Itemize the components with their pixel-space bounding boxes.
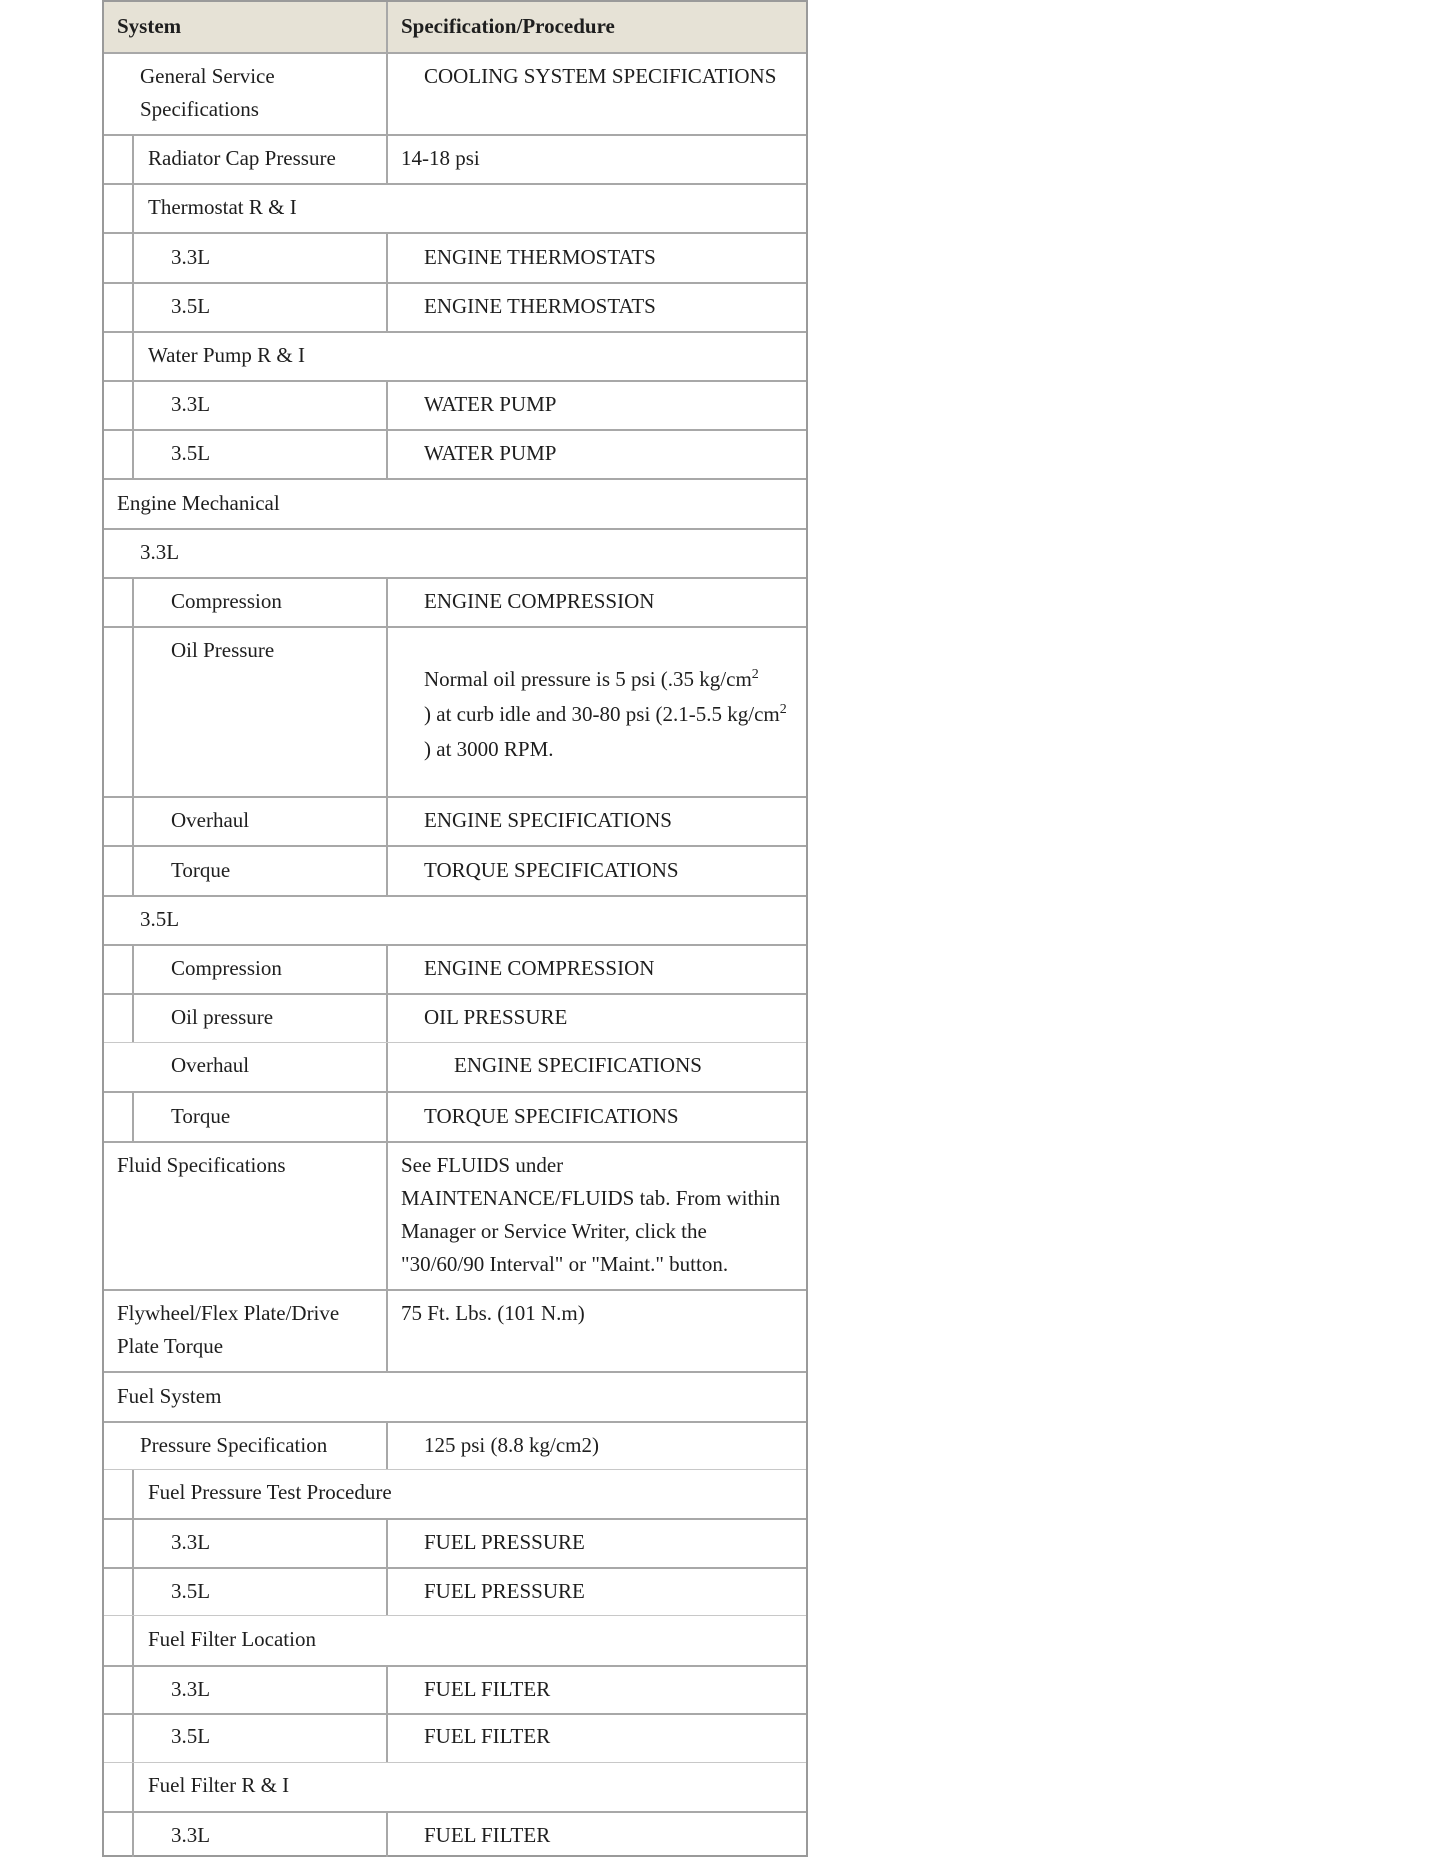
system-cell: Compression — [171, 589, 282, 613]
system-cell: Fluid Specifications — [117, 1153, 286, 1177]
specification-table — [102, 0, 808, 1857]
table-row — [104, 380, 806, 429]
table-row — [104, 1567, 806, 1615]
table-row — [104, 1615, 806, 1665]
system-cell: Overhaul — [171, 808, 250, 832]
table-row — [104, 1141, 806, 1289]
indent-gutter — [104, 284, 134, 331]
indent-gutter — [104, 1616, 134, 1665]
spec-cell — [386, 1143, 806, 1289]
spec-column-header-cell — [386, 2, 806, 52]
spec-text: WATER PUMP — [424, 441, 557, 465]
spec-text: ENGINE THERMOSTATS — [424, 245, 656, 269]
indent-gutter — [104, 136, 134, 183]
spec-cell — [386, 1291, 806, 1371]
spec-cell — [386, 431, 806, 478]
table-row — [104, 626, 806, 796]
spec-cell — [386, 1569, 806, 1615]
system-cell: 3.5L — [171, 441, 211, 465]
system-cell: 3.5L — [140, 907, 180, 931]
system-cell: 3.3L — [171, 392, 211, 416]
spec-text: COOLING SYSTEM SPECIFICATIONS — [424, 64, 777, 88]
spec-text — [424, 662, 787, 767]
indent-gutter — [104, 1093, 134, 1141]
table-row — [104, 845, 806, 895]
table-row — [104, 577, 806, 626]
indent-gutter — [104, 995, 134, 1042]
system-cell: 3.5L — [171, 1724, 211, 1748]
spec-text-line1: Normal oil pressure is 5 psi (.35 kg/cm — [424, 667, 752, 691]
table-header-row — [104, 2, 806, 52]
system-cell: 3.5L — [171, 1579, 211, 1603]
system-cell: 3.3L — [171, 1823, 211, 1847]
table-row — [104, 944, 806, 993]
table-row — [104, 1421, 806, 1469]
spec-text-line2: ) at curb idle and 30-80 psi (2.1-5.5 kg/cm — [424, 702, 780, 726]
spec-text: FUEL PRESSURE — [424, 1579, 585, 1603]
indent-gutter — [104, 1763, 134, 1811]
system-cell: Fuel Filter Location — [148, 1627, 316, 1651]
system-cell: 3.5L — [171, 294, 211, 318]
system-cell: Flywheel/Flex Plate/Drive Plate Torque — [117, 1301, 340, 1358]
system-cell: Oil pressure — [171, 1005, 274, 1029]
table-row — [104, 282, 806, 331]
system-cell: Radiator Cap Pressure — [148, 146, 336, 170]
spec-text: 14-18 psi — [401, 146, 480, 170]
indent-gutter — [104, 333, 134, 380]
spec-cell — [386, 234, 806, 282]
system-cell: Torque — [171, 858, 231, 882]
spec-text: ENGINE COMPRESSION — [424, 956, 655, 980]
table-row — [104, 895, 806, 944]
table-row — [104, 528, 806, 577]
superscript: 2 — [751, 667, 759, 682]
table-row — [104, 1811, 806, 1857]
system-cell: Thermostat R & I — [148, 195, 297, 219]
table-row — [104, 796, 806, 845]
indent-gutter — [104, 847, 134, 895]
indent-gutter — [104, 185, 134, 232]
spec-text-line3: ) at 3000 RPM. — [424, 737, 554, 761]
spec-text: OIL PRESSURE — [424, 1005, 568, 1029]
table-row — [104, 1518, 806, 1567]
table-row — [104, 1042, 806, 1091]
spec-cell — [386, 847, 806, 895]
spec-text: ENGINE SPECIFICATIONS — [454, 1053, 702, 1077]
spec-text: WATER PUMP — [424, 392, 557, 416]
spec-cell — [386, 946, 806, 993]
system-cell: Compression — [171, 956, 282, 980]
spec-text: TORQUE SPECIFICATIONS — [424, 1104, 679, 1128]
system-cell: Pressure Specification — [140, 1433, 328, 1457]
indent-gutter — [104, 1520, 134, 1567]
system-cell: Water Pump R & I — [148, 343, 305, 367]
spec-text: 125 psi (8.8 kg/cm2) — [424, 1433, 599, 1457]
spec-text: FUEL FILTER — [424, 1677, 551, 1701]
spec-cell — [386, 382, 806, 429]
spec-cell — [386, 1423, 806, 1469]
indent-gutter — [104, 382, 134, 429]
spec-cell — [386, 628, 806, 796]
table-row — [104, 1469, 806, 1518]
indent-gutter — [104, 579, 134, 626]
indent-gutter — [104, 1667, 134, 1713]
system-cell: Fuel Pressure Test Procedure — [148, 1480, 392, 1504]
spec-text: ENGINE THERMOSTATS — [424, 294, 656, 318]
indent-gutter — [104, 431, 134, 478]
indent-gutter — [104, 628, 134, 796]
superscript: 2 — [779, 702, 787, 717]
table-row — [104, 1289, 806, 1371]
spec-cell — [386, 136, 806, 183]
spec-cell — [386, 1667, 806, 1713]
table-row — [104, 1091, 806, 1141]
spec-text: TORQUE SPECIFICATIONS — [424, 858, 679, 882]
spec-cell — [386, 995, 806, 1042]
spec-text: 75 Ft. Lbs. (101 N.m) — [401, 1301, 585, 1325]
system-cell: Torque — [171, 1104, 231, 1128]
indent-gutter — [104, 946, 134, 993]
spec-cell — [386, 579, 806, 626]
system-cell: Fuel System — [117, 1384, 222, 1408]
indent-gutter — [104, 1470, 134, 1518]
indent-gutter — [104, 234, 134, 282]
table-row — [104, 478, 806, 528]
spec-cell — [386, 54, 806, 134]
system-cell: Oil Pressure — [171, 638, 275, 662]
spec-cell — [386, 1813, 806, 1857]
spec-cell — [386, 1715, 806, 1762]
spec-text: FUEL FILTER — [424, 1823, 551, 1847]
table-row — [104, 52, 806, 134]
spec-cell — [386, 1520, 806, 1567]
spec-text: ENGINE SPECIFICATIONS — [424, 808, 672, 832]
system-cell: Fuel Filter R & I — [148, 1773, 290, 1797]
system-cell: 3.3L — [171, 1530, 211, 1554]
system-cell: Overhaul — [171, 1053, 250, 1077]
table-row — [104, 993, 806, 1042]
spec-text: FUEL FILTER — [424, 1724, 551, 1748]
indent-gutter — [104, 1715, 134, 1762]
table-row — [104, 1762, 806, 1811]
system-cell: 3.3L — [171, 245, 211, 269]
spec-text: ENGINE COMPRESSION — [424, 589, 655, 613]
system-column-header: System — [117, 14, 182, 38]
spec-cell — [386, 1043, 806, 1091]
spec-text: See FLUIDS under MAINTENANCE/FLUIDS tab. From within Manager or Service Writer, click the "30/60/90 Interval" or "Maint." button. — [401, 1153, 781, 1276]
table-row — [104, 1371, 806, 1421]
indent-gutter — [104, 1569, 134, 1615]
spec-text: FUEL PRESSURE — [424, 1530, 585, 1554]
table-row — [104, 134, 806, 183]
spec-cell — [386, 798, 806, 845]
table-row — [104, 1713, 806, 1762]
indent-gutter — [104, 798, 134, 845]
table-row — [104, 183, 806, 232]
table-row — [104, 331, 806, 380]
system-cell: 3.3L — [171, 1677, 211, 1701]
indent-gutter — [104, 1813, 134, 1857]
spec-column-header: Specification/Procedure — [401, 14, 615, 38]
table-row — [104, 429, 806, 478]
system-cell: 3.3L — [140, 540, 180, 564]
spec-cell — [386, 284, 806, 331]
spec-cell — [386, 1093, 806, 1141]
table-row — [104, 232, 806, 282]
system-cell: General Service Specifications — [140, 64, 275, 121]
system-cell: Engine Mechanical — [117, 491, 280, 515]
table-row — [104, 1665, 806, 1713]
